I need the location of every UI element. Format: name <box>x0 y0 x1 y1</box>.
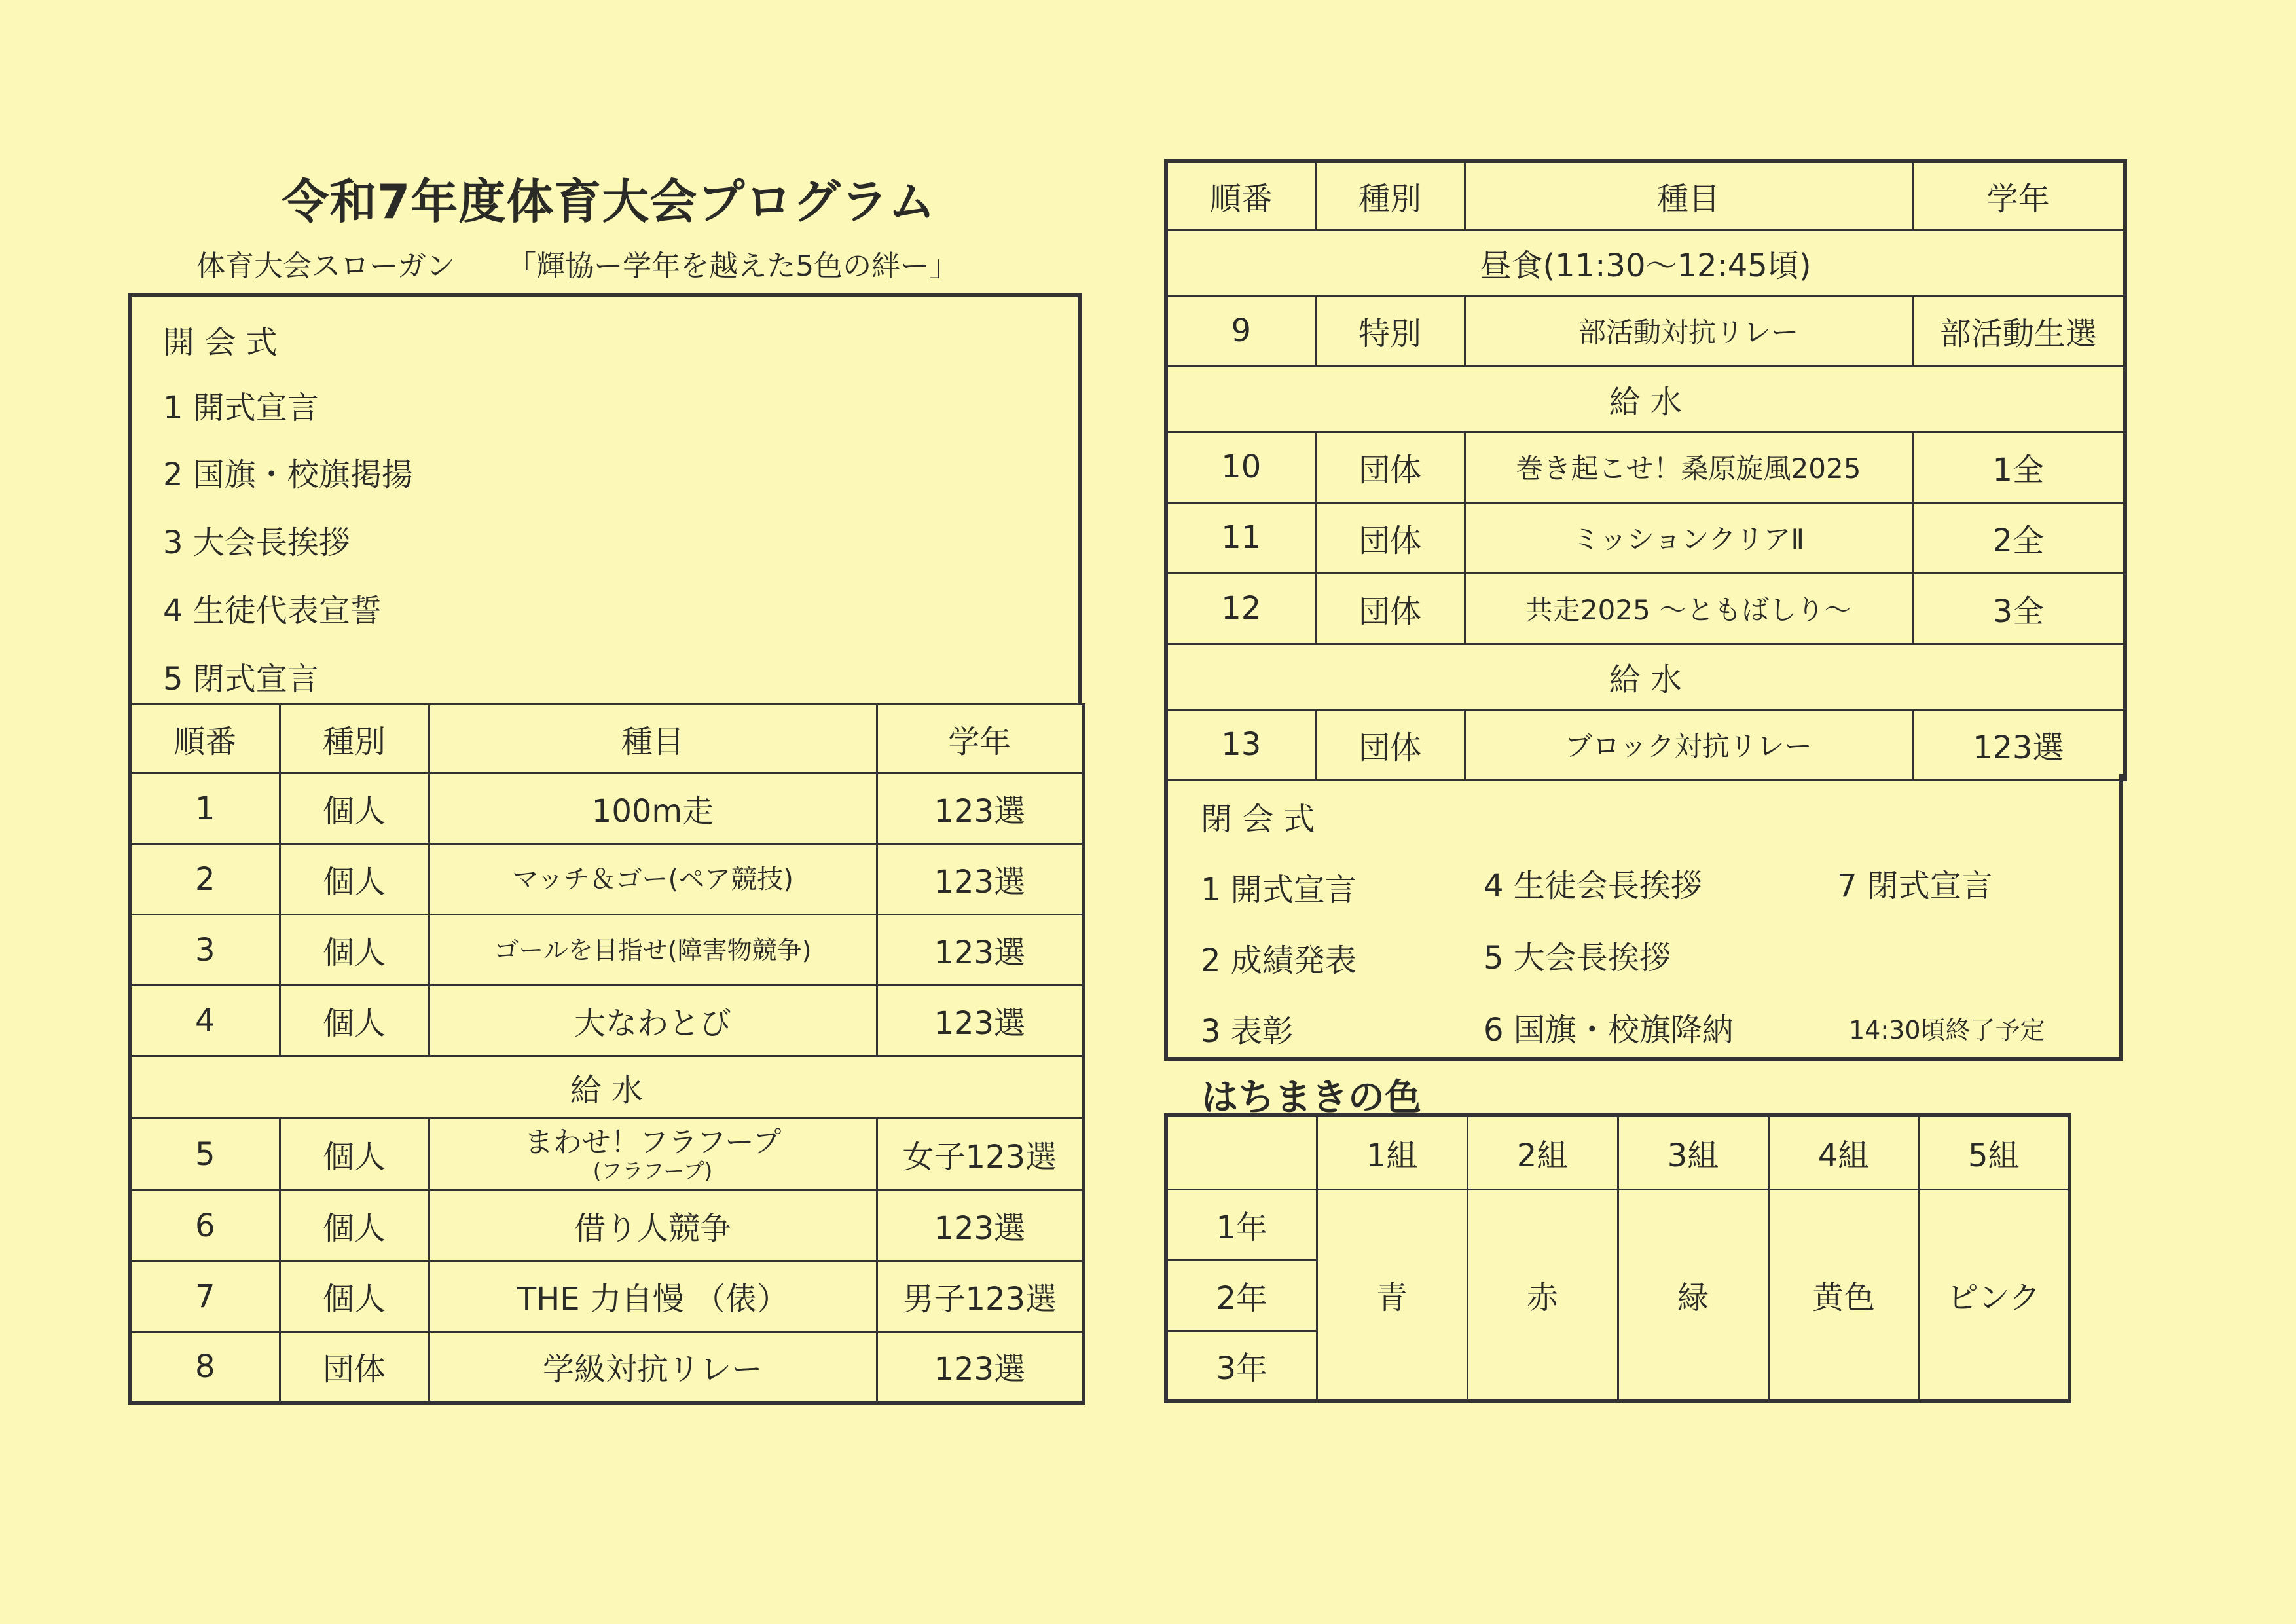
cell-event: ゴールを目指せ(障害物競争) <box>429 915 877 986</box>
cell-grade: 1全 <box>1912 432 2125 502</box>
header-event: 種目 <box>1465 161 1912 230</box>
band-color: ピンク <box>1919 1189 2069 1401</box>
cell-order: 2 <box>130 844 280 915</box>
table-row <box>1166 709 2125 780</box>
cell-grade: 123選 <box>877 1190 1084 1261</box>
cell-type: 個人 <box>280 773 429 844</box>
band-corner <box>1166 1115 1317 1189</box>
lunch-row <box>1166 230 2125 295</box>
band-color: 青 <box>1317 1189 1467 1401</box>
band-color: 赤 <box>1467 1189 1618 1401</box>
opening-ceremony <box>128 293 1082 703</box>
cell-order: 5 <box>130 1118 280 1190</box>
opening-heading: 開 会 式 <box>163 324 278 361</box>
cell-order: 13 <box>1166 709 1315 780</box>
cell-type: 個人 <box>280 1190 429 1261</box>
water-row <box>1166 644 2125 709</box>
cell-type: 個人 <box>280 844 429 915</box>
cell-order: 6 <box>130 1190 280 1261</box>
cell-order: 7 <box>130 1261 280 1332</box>
cell-event: 学級対抗リレー <box>429 1332 877 1403</box>
slogan-label: 体育大会スローガン <box>196 249 456 283</box>
cell-order: 4 <box>130 986 280 1056</box>
closing-ceremony <box>1164 774 2123 1061</box>
opening-item: 2 国旗・校旗掲揚 <box>163 456 413 493</box>
cell-order: 8 <box>130 1332 280 1403</box>
cell-order: 9 <box>1166 295 1315 366</box>
table-row <box>130 986 1084 1056</box>
class-header: 1組 <box>1317 1115 1467 1189</box>
table-row <box>130 1261 1084 1332</box>
water-break: 給 水 <box>1166 644 2125 709</box>
cell-event: 共走2025 ～ともばしり～ <box>1465 573 1912 644</box>
table-row <box>130 773 1084 844</box>
water-row <box>1166 366 2125 432</box>
header-order: 順番 <box>130 705 280 773</box>
closing-item: 1 開式宣言 <box>1201 872 1357 908</box>
band-color: 緑 <box>1618 1189 1768 1401</box>
cell-event: ミッションクリアⅡ <box>1465 502 1912 573</box>
program-table-left <box>128 703 1085 1405</box>
header-event: 種目 <box>429 705 877 773</box>
cell-type: 団体 <box>1315 573 1465 644</box>
opening-item: 5 閉式宣言 <box>163 661 319 697</box>
cell-event: 大なわとび <box>429 986 877 1056</box>
cell-event: THE 力自慢 （俵） <box>429 1261 877 1332</box>
event-subtitle: (フラフープ) <box>592 1158 713 1183</box>
end-time: 14:30頃終了予定 <box>1849 1016 2045 1044</box>
band-color: 黄色 <box>1768 1189 1919 1401</box>
cell-order: 10 <box>1166 432 1315 502</box>
cell-grade: 123選 <box>877 986 1084 1056</box>
cell-grade: 123選 <box>1912 709 2125 780</box>
cell-grade: 123選 <box>877 1332 1084 1403</box>
table-row <box>130 844 1084 915</box>
closing-item: 3 表彰 <box>1201 1013 1294 1050</box>
slogan <box>196 242 1048 284</box>
cell-type: 団体 <box>1315 709 1465 780</box>
closing-item: 5 大会長挨拶 <box>1484 940 1671 976</box>
cell-grade: 女子123選 <box>877 1118 1084 1190</box>
opening-item: 1 開式宣言 <box>163 390 319 426</box>
water-break: 給 水 <box>1166 366 2125 432</box>
headband-color-table <box>1164 1113 2071 1403</box>
grade-label: 3年 <box>1166 1331 1317 1401</box>
cell-type: 特別 <box>1315 295 1465 366</box>
cell-type: 個人 <box>280 915 429 986</box>
header-grade: 学年 <box>1912 161 2125 230</box>
class-header: 2組 <box>1467 1115 1618 1189</box>
cell-grade: 123選 <box>877 773 1084 844</box>
cell-event: ブロック対抗リレー <box>1465 709 1912 780</box>
table-row <box>130 1118 1084 1190</box>
cell-type: 団体 <box>280 1332 429 1403</box>
water-row <box>130 1056 1084 1118</box>
cell-order: 11 <box>1166 502 1315 573</box>
cell-order: 1 <box>130 773 280 844</box>
page-title: 令和7年度体育大会プログラム <box>282 174 936 229</box>
table-row <box>1166 295 2125 366</box>
event-title: まわせ！フラフープ <box>524 1125 782 1159</box>
grade-label: 2年 <box>1166 1260 1317 1331</box>
header-order: 順番 <box>1166 161 1315 230</box>
table-row <box>1166 502 2125 573</box>
cell-type: 個人 <box>280 1118 429 1190</box>
table-row <box>130 915 1084 986</box>
class-header: 5組 <box>1919 1115 2069 1189</box>
closing-heading: 閉 会 式 <box>1201 801 1315 838</box>
table-row <box>130 1190 1084 1261</box>
cell-event: 部活動対抗リレー <box>1465 295 1912 366</box>
cell-grade: 男子123選 <box>877 1261 1084 1332</box>
slogan-text: 「輝協ー学年を越えた5色の絆ー」 <box>507 249 958 283</box>
cell-grade: 3全 <box>1912 573 2125 644</box>
cell-grade: 部活動生選 <box>1912 295 2125 366</box>
opening-item: 4 生徒代表宣誓 <box>163 593 382 629</box>
cell-event: 100m走 <box>429 773 877 844</box>
cell-type: 団体 <box>1315 432 1465 502</box>
cell-grade: 2全 <box>1912 502 2125 573</box>
headband-title: はちまきの色 <box>1201 1077 1421 1119</box>
cell-event: マッチ＆ゴー(ペア競技) <box>429 844 877 915</box>
table-row <box>1166 432 2125 502</box>
table-row <box>1166 573 2125 644</box>
cell-type: 団体 <box>1315 502 1465 573</box>
closing-item: 6 国旗・校旗降納 <box>1484 1012 1734 1048</box>
program-table-right <box>1164 159 2127 781</box>
class-header: 3組 <box>1618 1115 1768 1189</box>
cell-order: 3 <box>130 915 280 986</box>
cell-event <box>429 1118 877 1190</box>
grade-label: 1年 <box>1166 1189 1317 1260</box>
closing-item: 7 閉式宣言 <box>1837 868 1993 904</box>
cell-type: 個人 <box>280 1261 429 1332</box>
header-type: 種別 <box>280 705 429 773</box>
closing-item: 2 成績発表 <box>1201 942 1357 979</box>
table-row <box>130 1332 1084 1403</box>
header-type: 種別 <box>1315 161 1465 230</box>
cell-order: 12 <box>1166 573 1315 644</box>
cell-grade: 123選 <box>877 915 1084 986</box>
class-header: 4組 <box>1768 1115 1919 1189</box>
opening-item: 3 大会長挨拶 <box>163 525 350 561</box>
lunch-break: 昼食(11:30～12:45頃) <box>1166 230 2125 295</box>
cell-event: 巻き起こせ！桑原旋風2025 <box>1465 432 1912 502</box>
cell-type: 個人 <box>280 986 429 1056</box>
water-break: 給 水 <box>130 1056 1084 1118</box>
closing-item: 4 生徒会長挨拶 <box>1484 868 1702 904</box>
header-grade: 学年 <box>877 705 1084 773</box>
cell-event: 借り人競争 <box>429 1190 877 1261</box>
cell-grade: 123選 <box>877 844 1084 915</box>
